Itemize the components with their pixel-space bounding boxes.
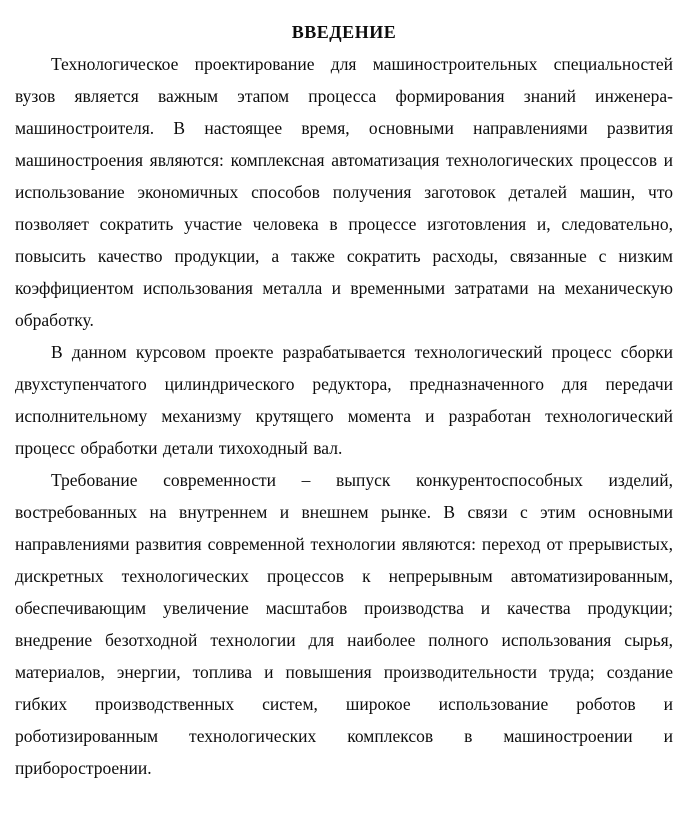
paragraph: Технологическое проектирование для машиностроительных специальностей вузов является важным этапом процесса формирования знаний инженера-машиностроителя. В настоящее время, основными направлениями развития машиностроения являются: комплексная автоматизация технологических процессов и использование экономичных способов получения заготовок деталей машин, что позволяет сократить участие человека в процессе изготовления и, следовательно, повысить качество продукции, а также сократить расходы, связанные с низким коэффициентом использования металла и временными затратами на механическую обработку. — [15, 54, 673, 330]
paragraph: Требование современности – выпуск конкурентоспособных изделий, востребованных на внутреннем и внешнем рынке. В связи с этим основными направлениями развития современной технологии являются: переход от прерывистых, дискретных технологических процессов к непрерывным автоматизированным, обеспечивающим увеличение масштабов производства и качества продукции; внедрение безотходной технологии для наиболее полного использования сырья, материалов, энергии, топлива и повышения производительности труда; создание гибких производственных систем, широкое использование роботов и роботизированным технологических комплексов в машиностроении и приборостроении. — [15, 470, 673, 778]
section-title: ВВЕДЕНИЕ — [291, 22, 397, 42]
paragraph: В данном курсовом проекте разрабатывается технологический процесс сборки двухступенчатого цилиндрического редуктора, предназначенного для передачи исполнительному механизму крутящего момента и разработан технологический процесс обработки детали тихоходный вал. — [15, 342, 673, 458]
